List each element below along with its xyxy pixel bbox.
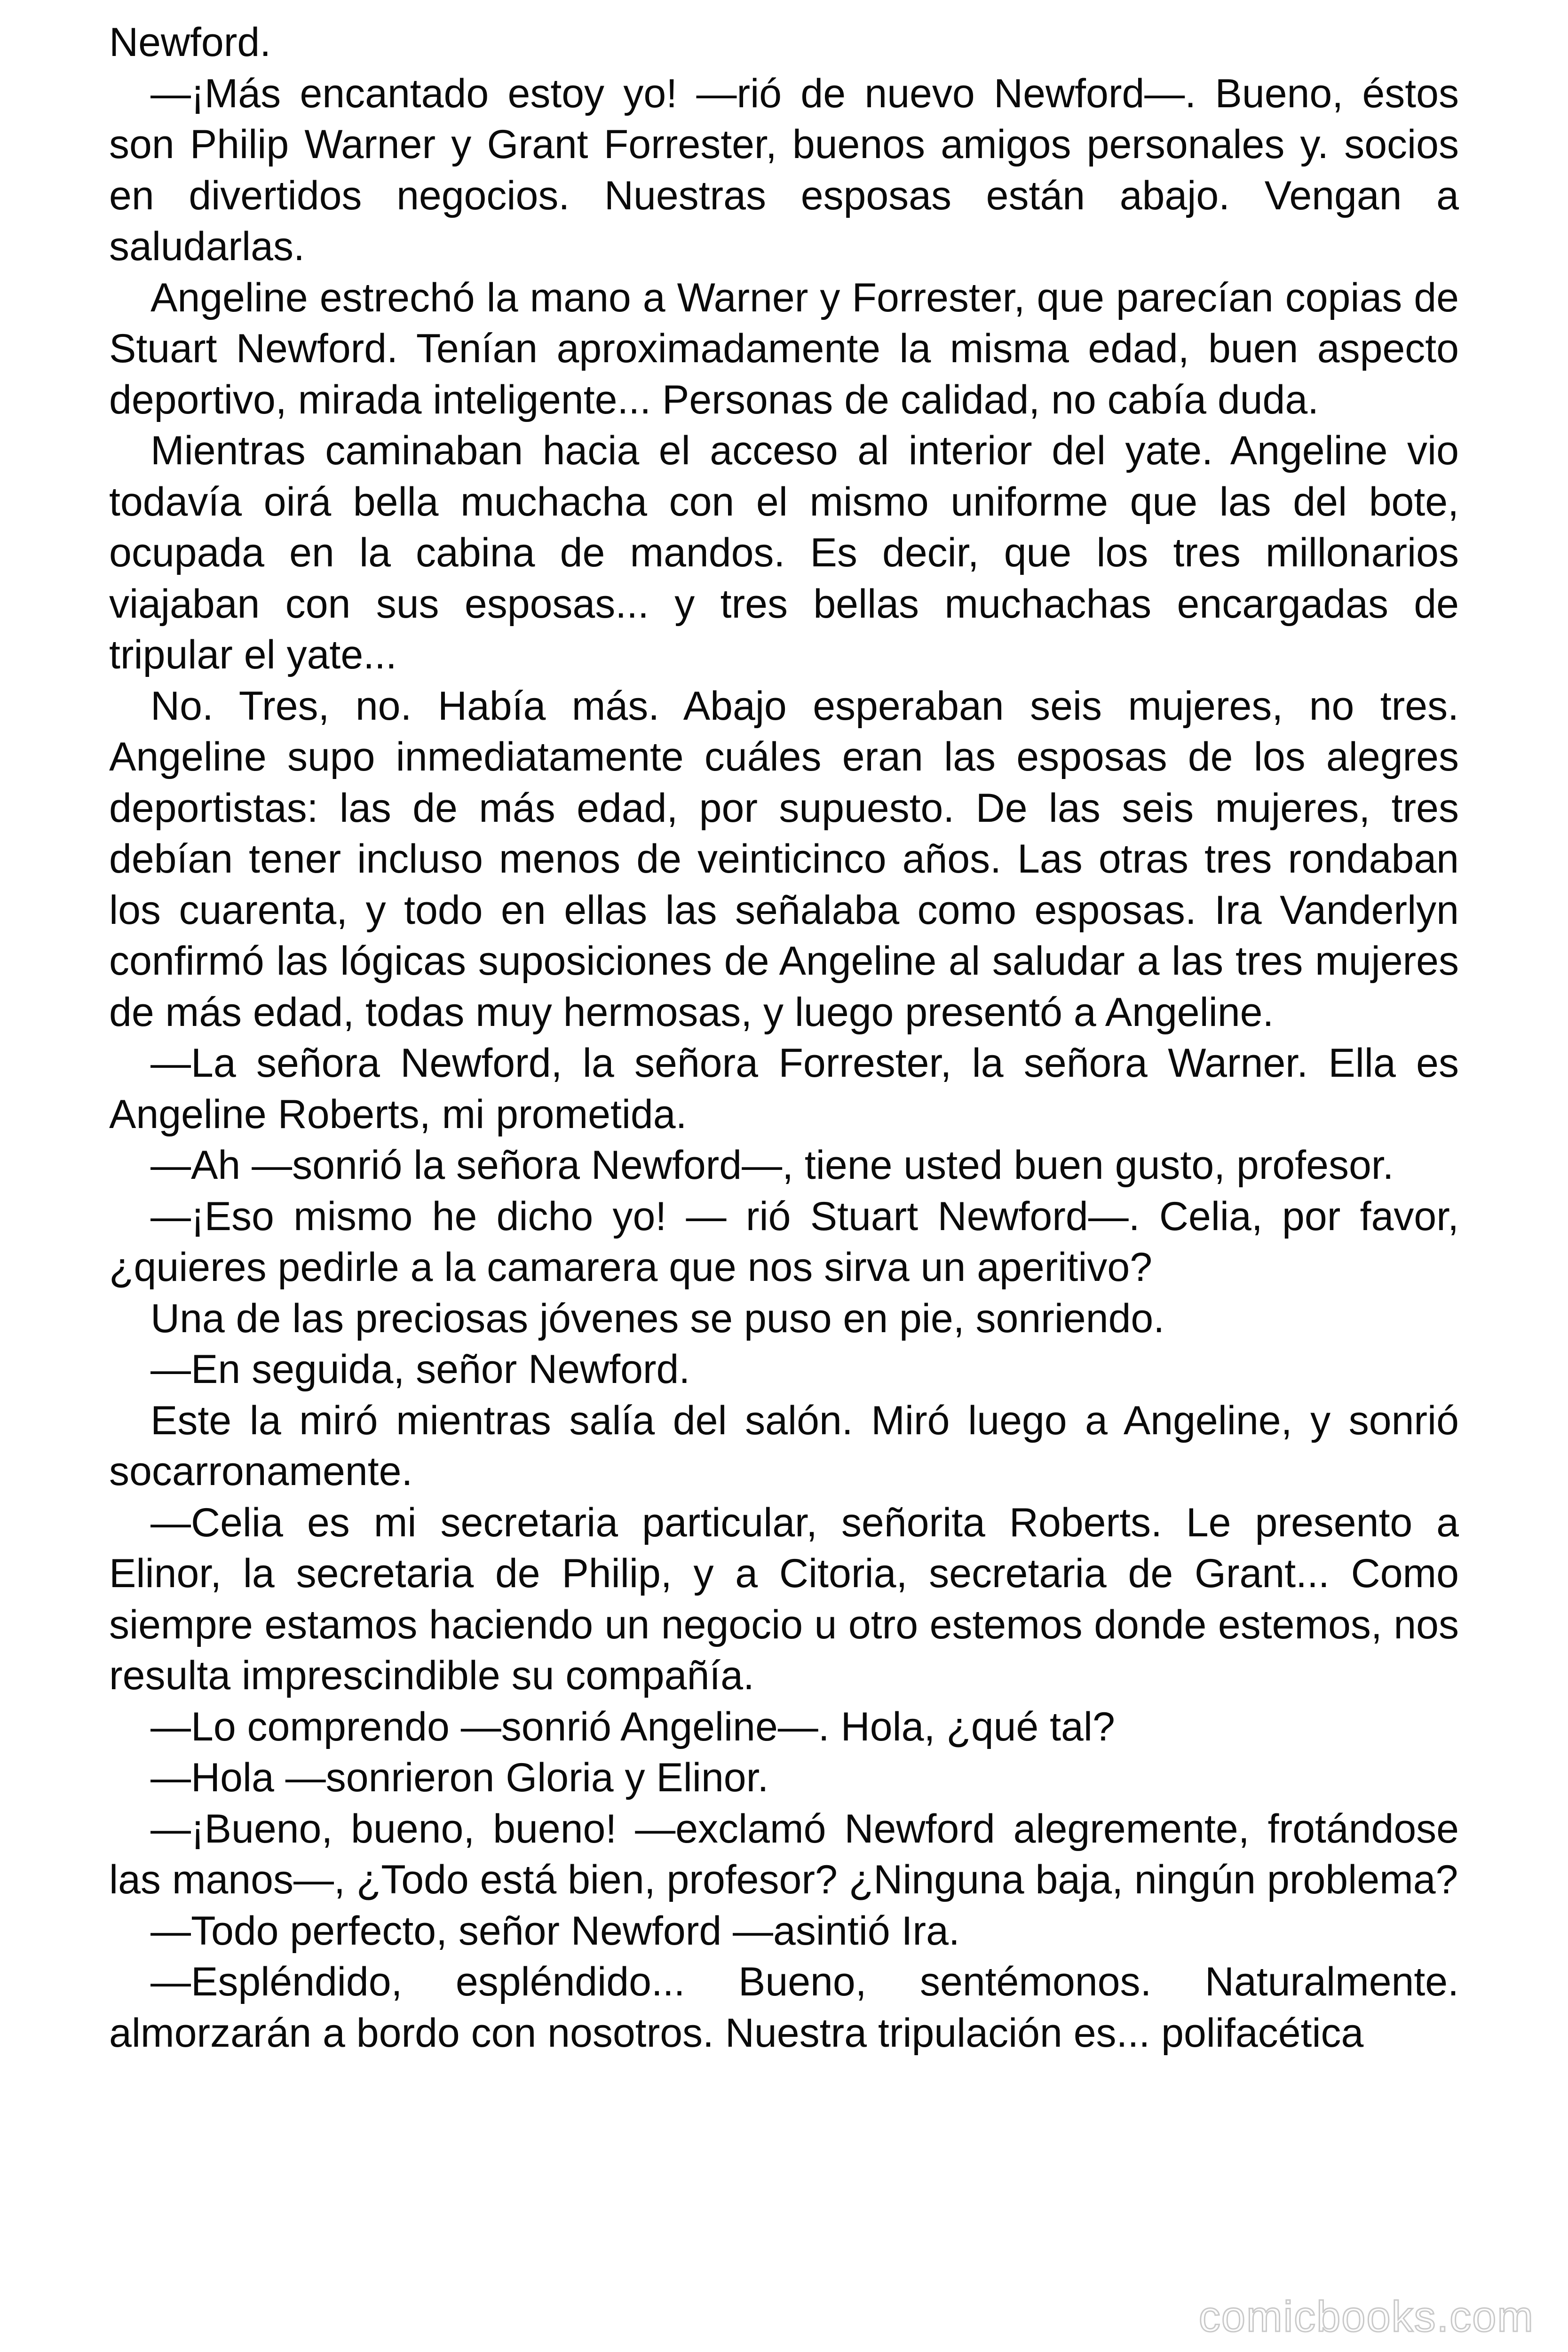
paragraph: —Espléndido, espléndido... Bueno, sentémonos. Naturalmente. almorzarán a bordo con nosotros. Nuestra tripulación es... polifacética [109,1959,1459,2056]
paragraph: —¡Eso mismo he dicho yo! — rió Stuart Newford—. Celia, por favor, ¿quieres pedirle a la camarera que nos sirva un aperitivo? [109,1193,1459,1290]
paragraph: Angeline estrechó la mano a Warner y Forrester, que parecían copias de Stuart Newford. Tenían aproximadamente la misma edad, buen aspecto deportivo, mirada inteligente... Personas de calidad, no cabía duda. [109,275,1459,422]
paragraph: —Lo comprendo —sonrió Angeline—. Hola, ¿qué tal? [150,1704,1115,1749]
paragraph: Este la miró mientras salía del salón. Miró luego a Angeline, y sonrió socarronamente. [109,1398,1459,1494]
watermark: comicbooks.com [1198,2293,1534,2341]
document-page [109,17,1459,2058]
paragraph: —¡Bueno, bueno, bueno! —exclamó Newford alegremente, frotándose las manos—, ¿Todo está bien, profesor? ¿Ninguna baja, ningún problema? [109,1806,1459,1902]
paragraph: Una de las preciosas jóvenes se puso en pie, sonriendo. [150,1295,1165,1341]
paragraph: —En seguida, señor Newford. [150,1347,690,1392]
paragraph: Mientras caminaban hacia el acceso al interior del yate. Angeline vio todavía oirá bella muchacha con el mismo uniforme que las del bote, ocupada en la cabina de mandos. Es decir, que los tres millonarios viajaban con sus esposas... y tres bellas muchachas encargadas de tripular el yate... [109,428,1459,677]
paragraph: —Celia es mi secretaria particular, señorita Roberts. Le presento a Elinor, la secretaria de Philip, y a Citoria, secretaria de Grant... Como siempre estamos haciendo un negocio u otro estemos donde estemos, nos resulta imprescindible su compañía. [109,1500,1459,1698]
paragraph: —La señora Newford, la señora Forrester, la señora Warner. Ella es Angeline Roberts, mi prometida. [109,1041,1459,1137]
paragraph: —Ah —sonrió la señora Newford—, tiene usted buen gusto, profesor. [150,1143,1394,1188]
paragraph: Newford. [109,20,271,65]
paragraph: —Todo perfecto, señor Newford —asintió Ira. [150,1908,960,1954]
paragraph: No. Tres, no. Había más. Abajo esperaban seis mujeres, no tres. Angeline supo inmediatamente cuáles eran las esposas de los alegres deportistas: las de más edad, por supuesto. De las seis mujeres, tres debían tener incluso menos de veinticinco años. Las otras tres rondaban los cuarenta, y todo en ellas las señalaba como esposas. Ira Vanderlyn confirmó las lógicas suposiciones de Angeline al saludar a las tres mujeres de más edad, todas muy hermosas, y luego presentó a Angeline. [109,683,1459,1035]
paragraph: —¡Más encantado estoy yo! —rió de nuevo Newford—. Bueno, éstos son Philip Warner y Grant Forrester, buenos amigos personales y. socios en divertidos negocios. Nuestras esposas están abajo. Vengan a saludarlas. [109,71,1459,269]
paragraph: —Hola —sonrieron Gloria y Elinor. [150,1755,769,1800]
